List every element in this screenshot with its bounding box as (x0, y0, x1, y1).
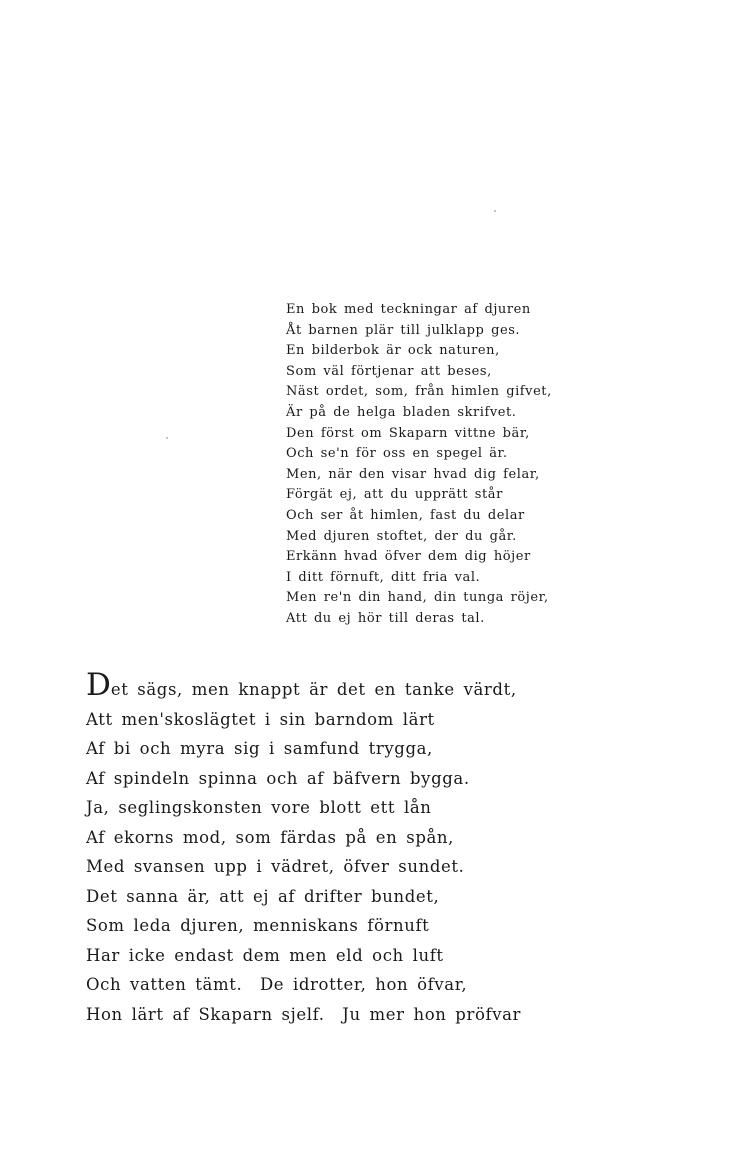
poem-line: Det sanna är, att ej af drifter bundet, (86, 886, 440, 906)
paper-speck (494, 210, 496, 212)
paper-speck (166, 437, 168, 439)
drop-cap: D (86, 667, 111, 703)
poem-line: Att men'skoslägtet i sin barndom lärt (86, 709, 435, 729)
epigraph-line: En bilderbok är ock naturen, (286, 343, 500, 359)
epigraph-line: Och se'n för oss en spegel är. (286, 446, 508, 462)
epigraph-line: Men re'n din hand, din tunga röjer, (286, 590, 549, 606)
poem-line: Ja, seglingskonsten vore blott ett lån (86, 798, 432, 817)
epigraph-line: En bok med teckningar af djuren (286, 302, 531, 317)
poem-body (86, 667, 686, 1029)
epigraph-line: Förgät ej, att du upprätt står (286, 487, 503, 503)
poem-line: Af ekorns mod, som färdas på en spån, (86, 827, 454, 847)
poem-line: Af spindeln spinna och af bäfvern bygga. (86, 768, 470, 788)
epigraph-line: Och ser åt himlen, fast du delar (286, 507, 525, 523)
epigraph-line: Är på de helga bladen skrifvet. (286, 404, 517, 420)
poem-line: Har icke endast dem men eld och luft (86, 945, 444, 965)
epigraph-line: I ditt förnuft, ditt fria val. (286, 569, 481, 585)
epigraph-line: Näst ordet, som, från himlen gifvet, (286, 384, 552, 400)
epigraph-line: Erkänn hvad öfver dem dig höjer (286, 549, 531, 565)
poem-line: Och vatten tämt. De idrotter, hon öfvar, (86, 975, 468, 994)
epigraph-line: Som väl förtjenar att beses, (286, 363, 492, 379)
poem-line: Som leda djuren, menniskans förnuft (86, 916, 430, 935)
poem-line: Med svansen upp i vädret, öfver sundet. (86, 857, 465, 876)
poem-first-line-text: et sägs, men knappt är det en tanke värdt, (110, 680, 517, 699)
poem-first-line (86, 667, 686, 705)
epigraph-line: Att du ej hör till deras tal. (286, 610, 485, 626)
epigraph-line: Men, när den visar hvad dig felar, (286, 466, 540, 482)
poem-line: Af bi och myra sig i samfund trygga, (86, 739, 433, 758)
epigraph-line: Den först om Skaparn vittne bär, (286, 425, 530, 441)
epigraph-verse (286, 300, 576, 630)
epigraph-line: Åt barnen plär till julklapp ges. (286, 322, 521, 338)
epigraph-line: Med djuren stoftet, der du går. (286, 528, 517, 544)
poem-line: Hon lärt af Skaparn sjelf. Ju mer hon pröfvar (86, 1004, 522, 1024)
